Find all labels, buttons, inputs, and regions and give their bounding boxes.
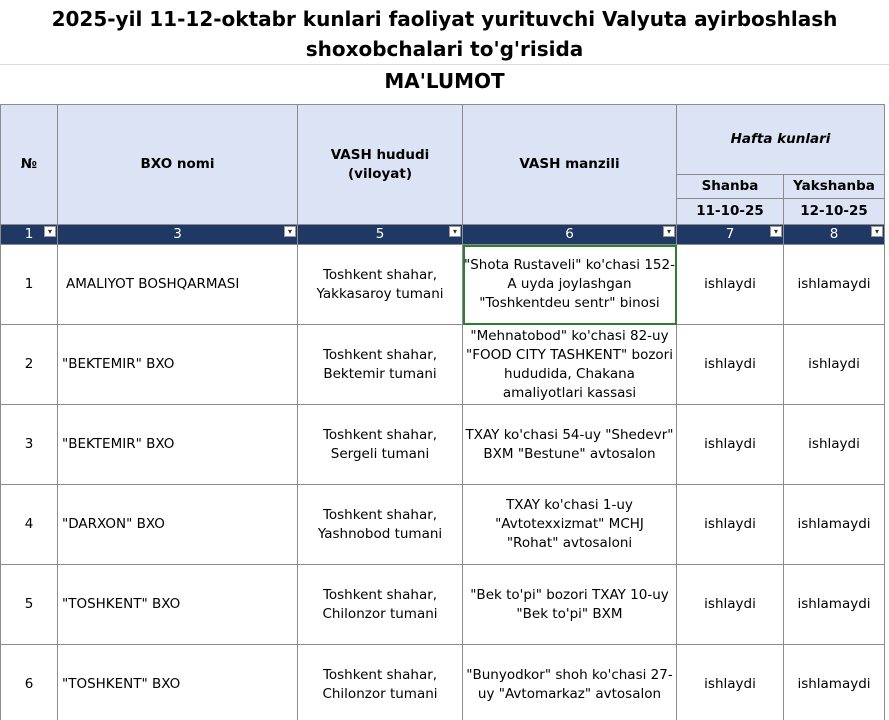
column-number-cell[interactable]	[463, 225, 677, 245]
address-line: TXAY ko'chasi 1-uy	[506, 497, 633, 513]
dropdown-arrow-icon[interactable]: ▾	[44, 226, 56, 237]
header-no[interactable]: №	[1, 105, 58, 225]
region-line: Toshkent shahar,	[322, 506, 438, 523]
cell-sunday[interactable]: ishlaydi	[784, 405, 885, 485]
region-line: Toshkent shahar,	[322, 346, 438, 363]
cell-address[interactable]	[463, 565, 677, 645]
region-line: Toshkent shahar,	[322, 426, 438, 443]
address-line: "Shota Rustaveli" ko'chasi 152-	[464, 257, 675, 273]
region-line: Yashnobod tumani	[317, 525, 443, 542]
dropdown-arrow-icon[interactable]: ▾	[284, 226, 296, 237]
title-line-2: shoxobchalari to'g'risida	[305, 37, 584, 61]
address-line: hududida, Chakana	[504, 365, 635, 382]
region-line: Yakkasaroy tumani	[316, 285, 444, 302]
cell-saturday[interactable]: ishlaydi	[677, 245, 784, 325]
cell-region[interactable]	[298, 405, 463, 485]
region-line: Chilonzor tumani	[322, 685, 438, 702]
table-row	[1, 565, 885, 645]
address-line: amaliyotlari kassasi	[502, 384, 637, 401]
header-sunday[interactable]: Yakshanba	[784, 175, 885, 199]
dropdown-arrow-icon[interactable]: ▾	[663, 226, 675, 237]
region-line: Bektemir tumani	[323, 365, 437, 382]
table-row	[1, 485, 885, 565]
column-number: 6	[565, 226, 574, 242]
dropdown-arrow-icon[interactable]: ▾	[871, 226, 883, 237]
cell-no[interactable]: 1	[1, 245, 58, 325]
cell-sunday[interactable]: ishlamaydi	[784, 565, 885, 645]
cell-address[interactable]	[463, 645, 677, 720]
cell-bxo-name[interactable]: "TOSHKENT" BXO	[58, 645, 298, 720]
cell-address[interactable]	[463, 405, 677, 485]
cell-sunday[interactable]: ishlamaydi	[784, 485, 885, 565]
schedule-table	[0, 104, 885, 720]
address-line: A uyda joylashgan	[507, 276, 632, 292]
cell-region[interactable]	[298, 245, 463, 325]
region-line: Toshkent shahar,	[322, 666, 438, 683]
cell-address-selected[interactable]	[463, 245, 677, 325]
dropdown-arrow-icon[interactable]: ▾	[770, 226, 782, 237]
cell-no[interactable]: 6	[1, 645, 58, 720]
header-sunday-date[interactable]: 12-10-25	[784, 199, 885, 225]
cell-address[interactable]	[463, 325, 677, 405]
header-bxo-name[interactable]: BXO nomi	[58, 105, 298, 225]
address-line: BXM "Bestune" avtosalon	[483, 445, 656, 462]
table-row	[1, 645, 885, 720]
header-saturday-date[interactable]: 11-10-25	[677, 199, 784, 225]
cell-bxo-name[interactable]: "TOSHKENT" BXO	[58, 565, 298, 645]
table-row	[1, 245, 885, 325]
cell-bxo-name[interactable]: "BEKTEMIR" BXO	[58, 405, 298, 485]
address-line: "Mehnatobod" ko'chasi 82-uy	[470, 327, 669, 344]
cell-sunday[interactable]: ishlamaydi	[784, 645, 885, 720]
cell-sunday[interactable]: ishlamaydi	[784, 245, 885, 325]
title-line-1: 2025-yil 11-12-oktabr kunlari faoliyat yurituvchi Valyuta ayirboshlash	[51, 7, 838, 31]
column-number: 7	[725, 226, 735, 242]
address-line: "Avtotexxizmat" MCHJ	[495, 516, 644, 532]
column-number-cell[interactable]	[298, 225, 463, 245]
column-number-cell[interactable]	[784, 225, 885, 245]
cell-region[interactable]	[298, 565, 463, 645]
header-address[interactable]: VASH manzili	[463, 105, 677, 225]
cell-no[interactable]: 5	[1, 565, 58, 645]
cell-no[interactable]: 4	[1, 485, 58, 565]
header-weekdays[interactable]: Hafta kunlari	[677, 105, 885, 175]
header-saturday[interactable]: Shanba	[677, 175, 784, 199]
document-title-area	[0, 0, 889, 104]
table-row	[1, 325, 885, 405]
cell-region[interactable]	[298, 325, 463, 405]
cell-region[interactable]	[298, 645, 463, 720]
region-line: Chilonzor tumani	[322, 605, 438, 622]
cell-no[interactable]: 2	[1, 325, 58, 405]
cell-bxo-name[interactable]: AMALIYOT BOSHQARMASI	[58, 245, 298, 325]
cell-saturday[interactable]: ishlaydi	[677, 405, 784, 485]
cell-bxo-name[interactable]: "DARXON" BXO	[58, 485, 298, 565]
address-line: "Bek to'pi" bozori TXAY 10-uy	[470, 586, 669, 603]
column-number: 3	[173, 226, 182, 242]
address-line: "Rohat" avtosaloni	[506, 535, 633, 551]
cell-bxo-name[interactable]: "BEKTEMIR" BXO	[58, 325, 298, 405]
column-number: 1	[24, 226, 34, 242]
gridline	[0, 64, 889, 65]
cell-sunday[interactable]: ishlaydi	[784, 325, 885, 405]
address-line: "Bek to'pi" BXM	[516, 605, 623, 622]
address-line: "Bunyodkor" shoh ko'chasi 27-	[466, 666, 673, 683]
address-line: TXAY ko'chasi 54-uy "Shedevr"	[465, 426, 674, 443]
address-line: uy "Avtomarkaz" avtosalon	[477, 685, 662, 702]
column-number-cell[interactable]	[58, 225, 298, 245]
region-line: Toshkent shahar,	[322, 266, 438, 283]
address-line: "FOOD CITY TASHKENT" bozori	[466, 346, 673, 363]
column-number: 8	[829, 226, 839, 242]
header-region[interactable]: VASH hududi (viloyat)	[298, 105, 463, 225]
region-line: Sergeli tumani	[330, 445, 430, 462]
cell-region[interactable]	[298, 485, 463, 565]
title-line-3: MA'LUMOT	[384, 69, 505, 93]
cell-saturday[interactable]: ishlaydi	[677, 565, 784, 645]
cell-no[interactable]: 3	[1, 405, 58, 485]
cell-saturday[interactable]: ishlaydi	[677, 645, 784, 720]
column-number-row	[1, 225, 885, 245]
cell-saturday[interactable]: ishlaydi	[677, 325, 784, 405]
dropdown-arrow-icon[interactable]: ▾	[449, 226, 461, 237]
table-row	[1, 405, 885, 485]
column-number-cell[interactable]	[677, 225, 784, 245]
cell-address[interactable]	[463, 485, 677, 565]
column-number: 5	[375, 226, 385, 242]
region-line: Toshkent shahar,	[322, 586, 438, 603]
column-number-cell[interactable]	[1, 225, 58, 245]
cell-saturday[interactable]: ishlaydi	[677, 485, 784, 565]
address-line: "Toshkentdeu sentr" binosi	[479, 295, 660, 311]
